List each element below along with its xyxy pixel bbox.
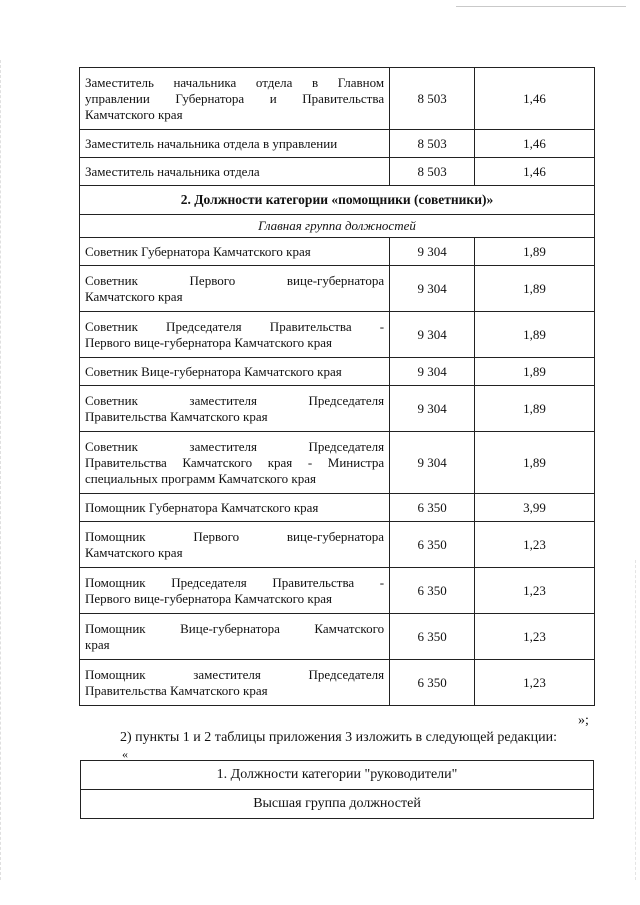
coef-cell: 1,89 — [475, 386, 595, 432]
opening-quote: « — [122, 747, 128, 761]
position-line: специальных программ Камчатского края — [85, 470, 316, 486]
position-line: Первого вице-губернатора Камчатского края — [85, 590, 332, 606]
coef-cell: 1,23 — [475, 522, 595, 568]
position-cell — [80, 266, 390, 312]
salary-cell: 6 350 — [390, 614, 475, 660]
position-line: Правительства Камчатского края - Министра — [85, 454, 385, 470]
table-row — [80, 522, 595, 568]
section-title: 2. Должности категории «помощники (советники)» — [80, 186, 595, 215]
coef-cell: 1,89 — [475, 238, 595, 266]
coef-cell: 3,99 — [475, 494, 595, 522]
salary-cell: 6 350 — [390, 568, 475, 614]
salary-cell: 8 503 — [390, 130, 475, 158]
position-line: управлении Губернатора и Правительства — [85, 90, 385, 106]
position-line: Помощник заместителя Председателя — [85, 666, 385, 682]
position-line: Советник заместителя Председателя — [85, 392, 385, 408]
position-line: края — [85, 636, 110, 652]
position-cell — [80, 614, 390, 660]
salary-cell: 6 350 — [390, 660, 475, 706]
group-title: Главная группа должностей — [80, 215, 595, 238]
salary-cell: 8 503 — [390, 68, 475, 130]
position-cell: Помощник Губернатора Камчатского края — [80, 494, 390, 522]
table-row — [80, 238, 595, 266]
table-row — [80, 432, 595, 494]
position-cell — [80, 68, 390, 130]
position-line: Помощник Первого вице-губернатора — [85, 528, 385, 544]
table-row — [80, 660, 595, 706]
position-cell — [80, 312, 390, 358]
salary-cell: 9 304 — [390, 386, 475, 432]
coef-cell: 1,89 — [475, 266, 595, 312]
table-row — [80, 130, 595, 158]
salary-cell: 6 350 — [390, 494, 475, 522]
salary-cell: 9 304 — [390, 432, 475, 494]
position-line: Правительства Камчатского края — [85, 682, 268, 698]
position-cell: Заместитель начальника отдела — [80, 158, 390, 186]
table-row — [80, 386, 595, 432]
position-line: Помощник Вице-губернатора Камчатского — [85, 620, 385, 636]
salary-cell: 9 304 — [390, 238, 475, 266]
coef-cell: 1,23 — [475, 568, 595, 614]
position-line: Камчатского края — [85, 544, 183, 560]
table-row — [80, 68, 595, 130]
group-title: Высшая группа должностей — [81, 790, 594, 819]
position-line: Помощник Председателя Правительства - — [85, 574, 385, 590]
coef-cell: 1,46 — [475, 68, 595, 130]
position-cell — [80, 660, 390, 706]
coef-cell: 1,46 — [475, 130, 595, 158]
position-line: Правительства Камчатского края — [85, 408, 268, 424]
table-row — [80, 494, 595, 522]
position-cell — [80, 386, 390, 432]
table-row — [80, 614, 595, 660]
table-row — [80, 568, 595, 614]
group-row — [80, 215, 595, 238]
position-line: Камчатского края — [85, 288, 183, 304]
section-row — [80, 186, 595, 215]
coef-cell: 1,89 — [475, 312, 595, 358]
position-cell: Советник Вице-губернатора Камчатского края — [80, 358, 390, 386]
position-cell — [80, 432, 390, 494]
salary-cell: 9 304 — [390, 358, 475, 386]
salary-cell: 9 304 — [390, 312, 475, 358]
position-cell — [80, 568, 390, 614]
salary-cell: 8 503 — [390, 158, 475, 186]
paragraph-text: 2) пункты 1 и 2 таблицы приложения 3 изложить в следующей редакции: — [120, 730, 557, 745]
closing-quote: »; — [578, 713, 589, 728]
coef-cell: 1,89 — [475, 432, 595, 494]
salary-cell: 6 350 — [390, 522, 475, 568]
position-line: Заместитель начальника отдела в Главном — [85, 74, 385, 90]
appendix-table — [80, 760, 594, 819]
salary-cell: 9 304 — [390, 266, 475, 312]
position-line: Советник Первого вице-губернатора — [85, 272, 385, 288]
position-cell — [80, 522, 390, 568]
table-row — [80, 312, 595, 358]
section-row — [81, 761, 594, 790]
position-line: Первого вице-губернатора Камчатского края — [85, 334, 332, 350]
scan-artifact-left-edge — [0, 60, 1, 880]
position-cell: Заместитель начальника отдела в управлении — [80, 130, 390, 158]
coef-cell: 1,89 — [475, 358, 595, 386]
position-line: Советник заместителя Председателя — [85, 438, 385, 454]
position-line: Камчатского края — [85, 106, 183, 122]
coef-cell: 1,23 — [475, 660, 595, 706]
coef-cell: 1,23 — [475, 614, 595, 660]
table-row — [80, 158, 595, 186]
position-line: Советник Председателя Правительства - — [85, 318, 385, 334]
table-row — [80, 266, 595, 312]
position-cell: Советник Губернатора Камчатского края — [80, 238, 390, 266]
group-row — [81, 790, 594, 819]
salary-table — [79, 67, 595, 706]
scan-artifact-top-line — [456, 6, 626, 7]
table-row — [80, 358, 595, 386]
coef-cell: 1,46 — [475, 158, 595, 186]
scan-artifact-right-edge — [635, 560, 636, 880]
section-title: 1. Должности категории "руководители" — [81, 761, 594, 790]
